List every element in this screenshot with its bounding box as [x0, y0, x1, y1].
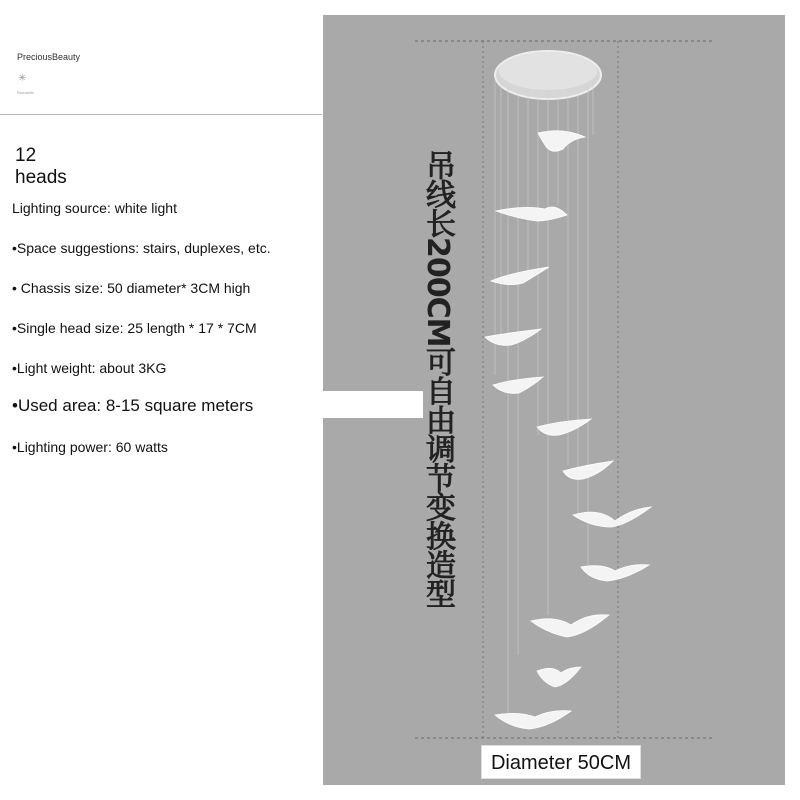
bird-12 — [495, 711, 571, 729]
bird-4 — [485, 329, 541, 345]
bird-10 — [531, 615, 609, 637]
bird-8 — [573, 507, 651, 527]
spec-power: •Lighting power: 60 watts — [12, 439, 168, 455]
brand-tagline: Romantic — [17, 90, 34, 95]
brand-name: PreciousBeauty — [17, 52, 81, 62]
spec-space: •Space suggestions: stairs, duplexes, etc. — [12, 240, 271, 256]
wire-length-note: 吊线长200CM可自由调节变换造型 — [420, 150, 455, 608]
spec-lighting-source: Lighting source: white light — [12, 200, 177, 216]
brand-logo-icon: ✳ — [18, 73, 27, 84]
bird-5 — [493, 377, 543, 393]
label-backdrop — [323, 391, 423, 418]
bird-11 — [537, 667, 581, 687]
bird-3 — [491, 267, 549, 285]
spec-head-size: •Single head size: 25 length * 17 * 7CM — [12, 320, 257, 336]
spec-area: •Used area: 8-15 square meters — [12, 396, 254, 415]
spec-heads: 12 heads — [15, 145, 67, 188]
diameter-label: Diameter 50CM — [481, 745, 641, 779]
bird-6 — [537, 419, 591, 435]
bird-9 — [581, 565, 649, 581]
spec-chassis: • Chassis size: 50 diameter* 3CM high — [12, 280, 251, 296]
brand-divider — [0, 114, 322, 115]
spec-weight: •Light weight: about 3KG — [12, 360, 167, 376]
bird-2 — [496, 207, 567, 221]
canopy-top — [499, 52, 597, 90]
